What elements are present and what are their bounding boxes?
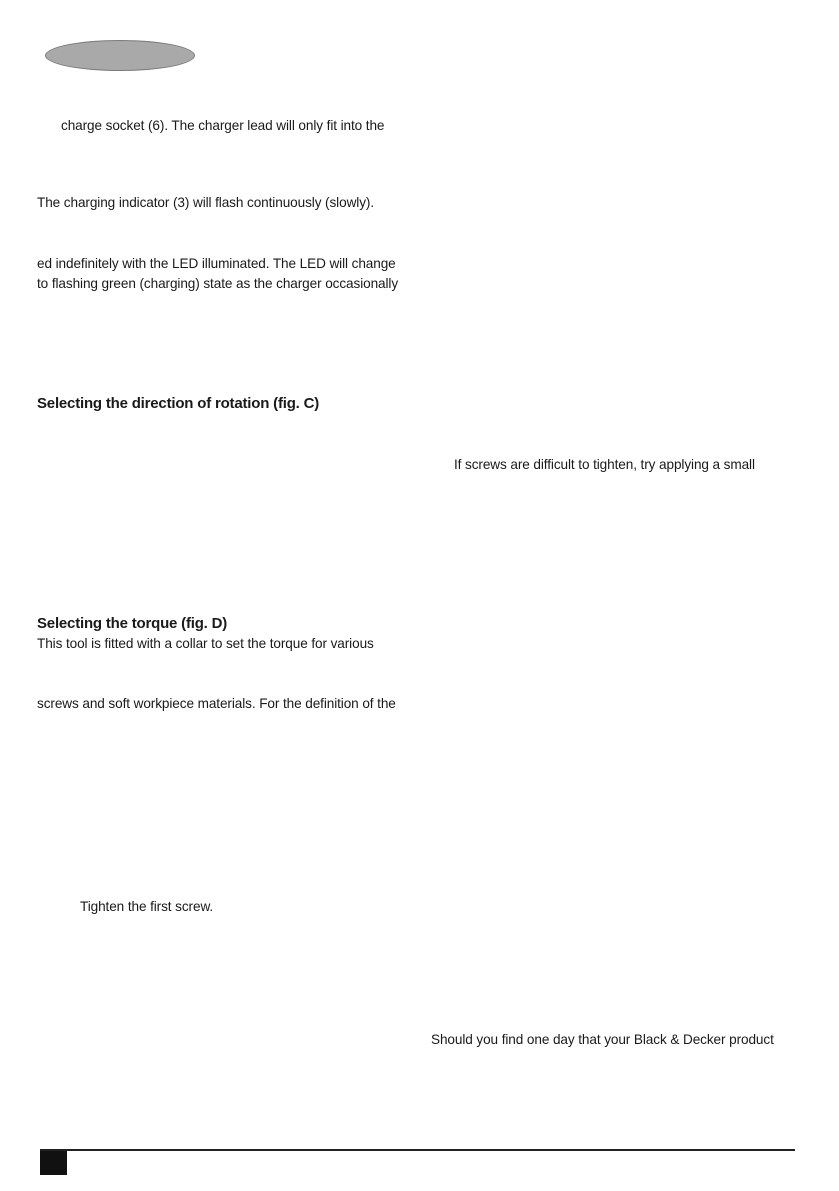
footer-divider — [40, 1149, 795, 1151]
workpiece-text: screws and soft workpiece materials. For the definition of the — [37, 696, 396, 711]
tighten-first-screw-text: Tighten the first screw. — [80, 899, 214, 914]
charge-socket-text: charge socket (6). The charger lead will only fit into the — [61, 118, 385, 133]
language-tab-badge — [45, 40, 195, 71]
torque-collar-text: This tool is fitted with a collar to set the torque for various — [37, 636, 374, 651]
heading-selecting-torque: Selecting the torque (fig. D) — [37, 615, 228, 632]
led-text-line-2: to flashing green (charging) state as the charger occasionally — [37, 276, 399, 291]
screw-tip-text: If screws are difficult to tighten, try applying a small — [454, 457, 755, 472]
led-text-line-1: ed indefinitely with the LED illuminated. The LED will change — [37, 256, 396, 271]
heading-direction-of-rotation: Selecting the direction of rotation (fig. C) — [37, 395, 320, 412]
page-marker-box — [40, 1151, 67, 1175]
product-note-text: Should you find one day that your Black & Decker product — [431, 1032, 774, 1047]
charging-indicator-text: The charging indicator (3) will flash continuously (slowly). — [37, 195, 375, 210]
